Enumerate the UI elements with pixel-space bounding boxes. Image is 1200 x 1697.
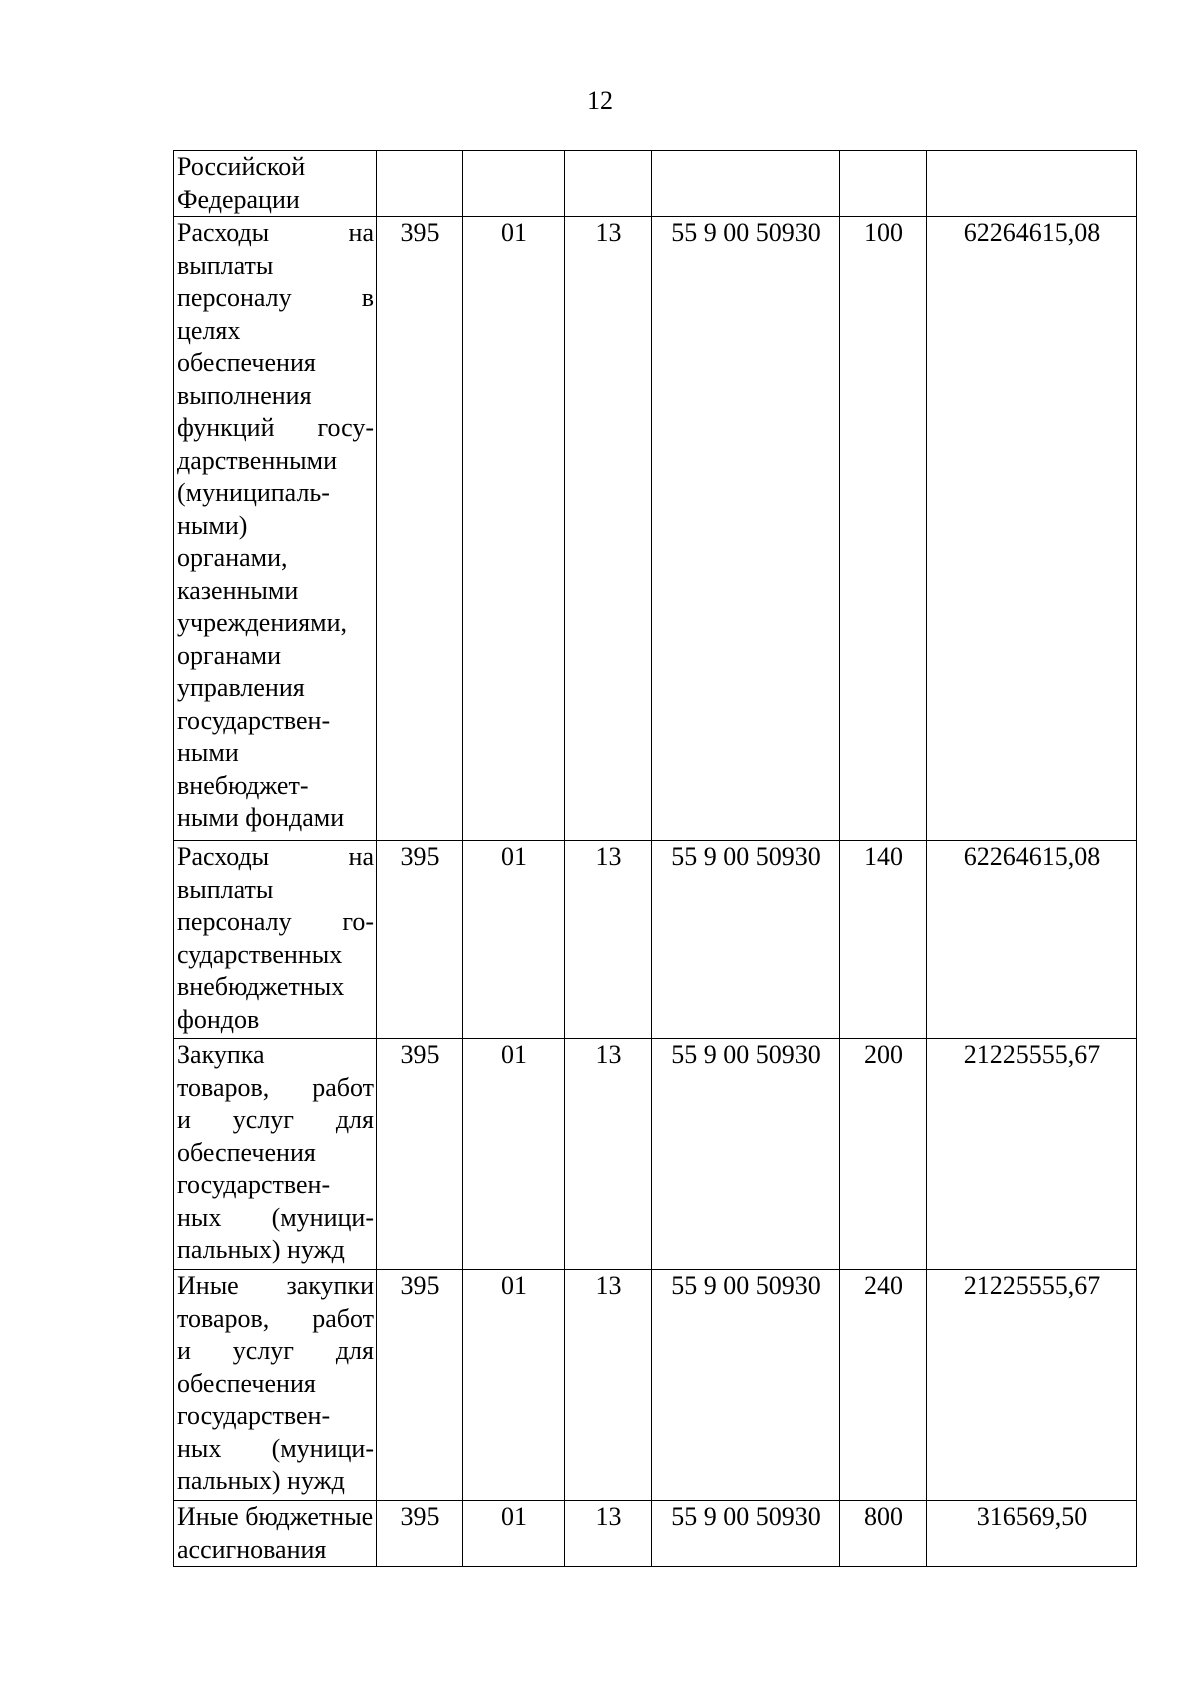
cell-subsection-code: 13	[565, 1039, 652, 1270]
cell-expense-type: 200	[840, 1039, 927, 1270]
cell-expense-type: 240	[840, 1270, 927, 1501]
description-line: функций госу-	[177, 413, 374, 442]
description-line: Федерации	[177, 184, 300, 214]
cell-ministry-code: 395	[377, 1501, 463, 1567]
description-line: товаров, работ	[177, 1303, 374, 1333]
cell-subsection-code: 13	[565, 1270, 652, 1501]
description-line: Расходы на	[177, 218, 374, 247]
description-line: фондов	[177, 1004, 260, 1034]
cell-amount: 62264615,08	[927, 841, 1137, 1039]
cell-amount: 316569,50	[927, 1501, 1137, 1567]
description-line: ных (муници-	[177, 1433, 374, 1463]
cell-subsection-code: 13	[565, 217, 652, 841]
description-line: внебюджетных	[177, 972, 345, 1001]
description-line: государствен-	[177, 705, 331, 735]
cell-target-article: 55 9 00 50930	[652, 217, 840, 841]
cell-target-article: 55 9 00 50930	[652, 841, 840, 1039]
description-line: Российской	[177, 152, 306, 181]
description-line: ассигнования	[177, 1534, 327, 1564]
table-body	[174, 151, 1137, 1567]
description-line: органами	[177, 640, 282, 670]
description-line: персоналу в	[177, 283, 374, 312]
cell-subsection-code: 13	[565, 1501, 652, 1567]
description-line: ными	[177, 738, 239, 767]
description-line: пальных) нужд	[177, 1466, 345, 1495]
description-line: учреждениями,	[177, 608, 348, 637]
table-row	[174, 1270, 1137, 1501]
table-row	[174, 151, 1137, 217]
cell-section-code: 01	[463, 1039, 565, 1270]
table-row	[174, 1501, 1137, 1567]
table-row	[174, 217, 1137, 841]
description-line: сударственных	[177, 939, 343, 969]
description-line: обеспечения	[177, 1368, 316, 1398]
cell-ministry-code: 395	[377, 1039, 463, 1270]
cell-ministry-code	[377, 151, 463, 217]
cell-target-article: 55 9 00 50930	[652, 1270, 840, 1501]
cell-amount	[927, 151, 1137, 217]
description-line: выплаты	[177, 250, 274, 280]
cell-amount: 21225555,67	[927, 1270, 1137, 1501]
description-line: обеспечения	[177, 1137, 316, 1167]
cell-description	[174, 217, 377, 841]
cell-subsection-code	[565, 151, 652, 217]
cell-target-article: 55 9 00 50930	[652, 1501, 840, 1567]
cell-section-code	[463, 151, 565, 217]
description-line: казенными	[177, 575, 299, 605]
description-line: пальных) нужд	[177, 1235, 345, 1264]
description-line: ных (муници-	[177, 1202, 374, 1232]
description-line: внебюджет-	[177, 770, 309, 800]
cell-amount: 21225555,67	[927, 1039, 1137, 1270]
cell-section-code: 01	[463, 841, 565, 1039]
cell-target-article	[652, 151, 840, 217]
cell-expense-type: 100	[840, 217, 927, 841]
cell-description	[174, 1501, 377, 1567]
cell-ministry-code: 395	[377, 1270, 463, 1501]
description-line: Иные закупки	[177, 1271, 374, 1300]
cell-description	[174, 841, 377, 1039]
description-line: государствен-	[177, 1401, 331, 1430]
cell-description	[174, 1039, 377, 1270]
description-line: органами,	[177, 543, 288, 572]
description-line: Расходы на	[177, 842, 374, 871]
cell-expense-type: 140	[840, 841, 927, 1039]
description-line: персоналу го-	[177, 907, 374, 936]
description-line: и услуг для	[177, 1105, 374, 1134]
cell-ministry-code: 395	[377, 841, 463, 1039]
cell-section-code: 01	[463, 1501, 565, 1567]
description-line: обеспечения	[177, 348, 316, 377]
cell-subsection-code: 13	[565, 841, 652, 1039]
cell-section-code: 01	[463, 1270, 565, 1501]
table-row	[174, 841, 1137, 1039]
description-line: управления	[177, 673, 305, 702]
description-line: государствен-	[177, 1170, 331, 1199]
description-line: товаров, работ	[177, 1072, 374, 1102]
cell-amount: 62264615,08	[927, 217, 1137, 841]
cell-description	[174, 151, 377, 217]
table-row	[174, 1039, 1137, 1270]
cell-description	[174, 1270, 377, 1501]
cell-section-code: 01	[463, 217, 565, 841]
description-line: Закупка	[177, 1040, 265, 1069]
description-line: ными фондами	[177, 803, 345, 832]
cell-target-article: 55 9 00 50930	[652, 1039, 840, 1270]
description-line: и услуг для	[177, 1336, 374, 1365]
description-line: дарственными	[177, 445, 337, 475]
cell-expense-type: 800	[840, 1501, 927, 1567]
budget-table	[173, 150, 1137, 1567]
description-line: Иные бюджетные	[177, 1502, 374, 1531]
description-line: ными)	[177, 510, 248, 540]
description-line: целях	[177, 315, 241, 345]
page-number: 12	[587, 86, 613, 115]
cell-ministry-code: 395	[377, 217, 463, 841]
description-line: выплаты	[177, 874, 274, 904]
description-line: (муниципаль-	[177, 478, 330, 507]
description-line: выполнения	[177, 380, 312, 410]
cell-expense-type	[840, 151, 927, 217]
